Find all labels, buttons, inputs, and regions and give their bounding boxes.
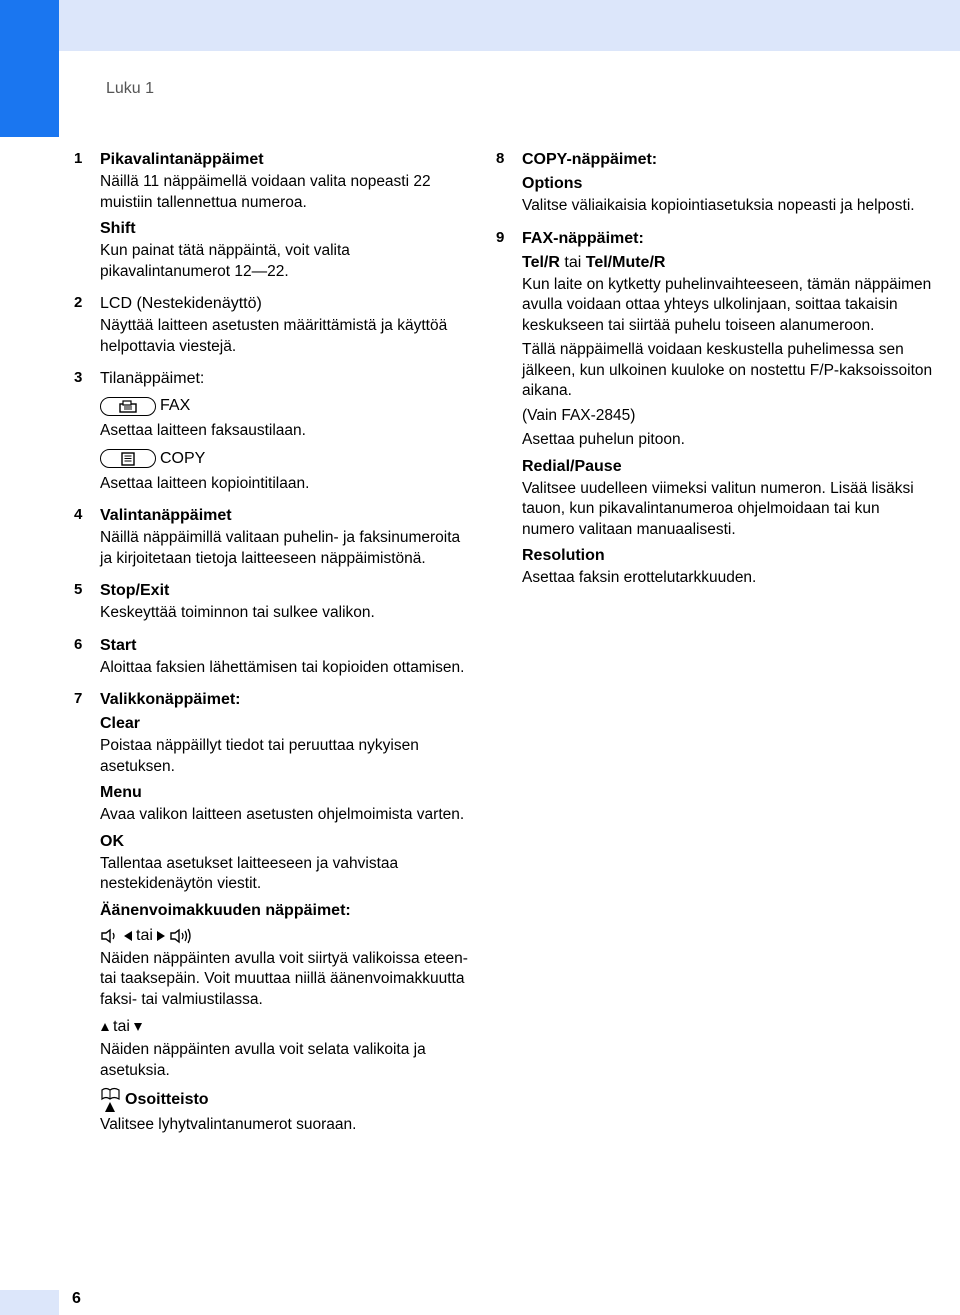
ok-desc: Tallentaa asetukset laitteeseen ja vahvistaa nestekidenäytön viestit. (100, 854, 399, 892)
footer-band (0, 1290, 59, 1315)
address-desc: Valitsee lyhytvalintanumerot suoraan. (100, 1116, 357, 1133)
right-column (496, 148, 936, 599)
or-text: tai (564, 253, 582, 271)
list-item (496, 227, 936, 593)
list-item (74, 504, 474, 573)
item-number: 6 (74, 635, 83, 653)
volume-down-icon (100, 928, 120, 944)
item-title: Pikavalintanäppäimet (100, 151, 264, 168)
updown-desc: Näiden näppäinten avulla voit selata valikoita ja asetuksia. (100, 1041, 426, 1079)
item-desc: Keskeyttää toiminnon tai sulkee valikon. (100, 604, 375, 621)
options-desc: Valitse väliaikaisia kopiointiasetuksia nopeasti ja helposti. (522, 197, 915, 214)
redial-desc: Valitsee uudelleen viimeksi valitun numeron. Lisää lisäksi tauon, kun pikavalintanumeroa ohjelmoidaan tai kun numero valitaan manuaalisesti. (522, 479, 914, 538)
item-title: Valikkonäppäimet: (100, 691, 241, 708)
tel-desc-1: Kun laite on kytketty puhelinvaihteeseen, tämän näppäimen avulla voidaan ottaa yhteys ulkolinjaan, soittaa takaisin keskukseen tai siirtää puhelu toiseen alanumeroon. (522, 275, 932, 334)
item-title: COPY-näppäimet: (522, 151, 658, 168)
shift-label: Shift (100, 220, 136, 237)
left-column (74, 148, 474, 1146)
address-book-icon (100, 1086, 122, 1114)
header-band (59, 0, 960, 51)
or-text: tai (113, 1018, 130, 1035)
chapter-title: Luku 1 (106, 80, 155, 97)
item-desc: Näyttää laitteen asetusten määrittämistä ja käyttöä helpottavia viestejä. (100, 317, 448, 355)
telr-label: Tel/R (522, 253, 560, 271)
item-title: Valintanäppäimet (100, 507, 232, 524)
item-number: 5 (74, 581, 83, 598)
clear-label: Clear (100, 715, 141, 732)
list-item (74, 292, 474, 361)
address-key (100, 1085, 474, 1115)
fax-label: FAX (160, 397, 191, 414)
item-number: 4 (74, 506, 83, 523)
volume-label: Äänenvoimakkuuden näppäimet: (100, 901, 351, 919)
down-arrow-icon (133, 1021, 143, 1033)
tel-desc-2: Tällä näppäimellä voidaan keskustella puhelimessa sen jälkeen, kun ulkoinen kuuloke on nostettu F/P-kaksoissoiton aikana. (522, 341, 933, 399)
page-number: 6 (72, 1290, 81, 1307)
volume-keys (100, 923, 474, 949)
item-title: Tilanäppäimet: (100, 370, 205, 387)
copy-icon (100, 449, 156, 468)
resolution-label: Resolution (522, 547, 605, 564)
item-title: Stop/Exit (100, 582, 170, 599)
tel-note: (Vain FAX-2845) (522, 406, 636, 424)
volume-desc: Näiden näppäinten avulla voit siirtyä valikoissa eteen- tai taaksepäin. Voit muuttaa niillä äänenvoimakkuutta faksi- tai valmiustilassa. (100, 949, 468, 1008)
resolution-desc: Asettaa faksin erottelutarkkuuden. (522, 569, 757, 586)
list-item (74, 148, 474, 286)
or-text: tai (136, 926, 153, 944)
item-desc: Näillä näppäimillä valitaan puhelin- ja faksinumeroita ja kirjoitetaan tietoja laitteeseen näppäimistönä. (100, 529, 461, 567)
list-item (74, 688, 474, 1140)
options-label: Options (522, 175, 583, 192)
chapter-tab (0, 0, 59, 137)
item-number: 3 (74, 369, 83, 386)
volume-up-icon (169, 928, 193, 944)
tel-keys (522, 251, 936, 275)
copy-label: COPY (160, 449, 206, 467)
copy-desc: Asettaa laitteen kopiointitilaan. (100, 474, 310, 492)
ok-label: OK (100, 832, 124, 850)
item-title: Start (100, 636, 137, 654)
address-label: Osoitteisto (125, 1091, 209, 1108)
item-number: 7 (74, 690, 83, 707)
shift-desc: Kun painat tätä näppäintä, voit valita pikavalintanumerot 12—22. (100, 242, 350, 280)
item-title: LCD (Nestekidenäyttö) (100, 295, 262, 312)
menu-desc: Avaa valikon laitteen asetusten ohjelmoimista varten. (100, 806, 465, 823)
tel-desc-3: Asettaa puhelun pitoon. (522, 431, 685, 448)
list-item (74, 634, 474, 683)
fax-icon (100, 397, 156, 416)
list-item (74, 579, 474, 628)
item-number: 1 (74, 150, 83, 167)
menu-label: Menu (100, 784, 142, 801)
item-number: 8 (496, 150, 505, 167)
item-title: FAX-näppäimet: (522, 229, 644, 247)
clear-desc: Poistaa näppäillyt tiedot tai peruuttaa nykyisen asetuksen. (100, 737, 419, 775)
right-arrow-icon (156, 930, 166, 942)
item-desc: Näillä 11 näppäimellä voidaan valita nopeasti 22 muistiin tallennettua numeroa. (100, 173, 431, 211)
telmute-label: Tel/Mute/R (585, 253, 666, 271)
updown-keys (100, 1014, 474, 1040)
list-item (74, 367, 474, 498)
left-arrow-icon (123, 930, 133, 942)
item-number: 9 (496, 228, 505, 246)
list-item (496, 148, 936, 221)
item-desc: Aloittaa faksien lähettämisen tai kopioiden ottamisen. (100, 658, 465, 676)
item-number: 2 (74, 294, 83, 311)
redial-label: Redial/Pause (522, 457, 622, 475)
fax-desc: Asettaa laitteen faksaustilaan. (100, 422, 306, 439)
up-arrow-icon (100, 1021, 110, 1033)
